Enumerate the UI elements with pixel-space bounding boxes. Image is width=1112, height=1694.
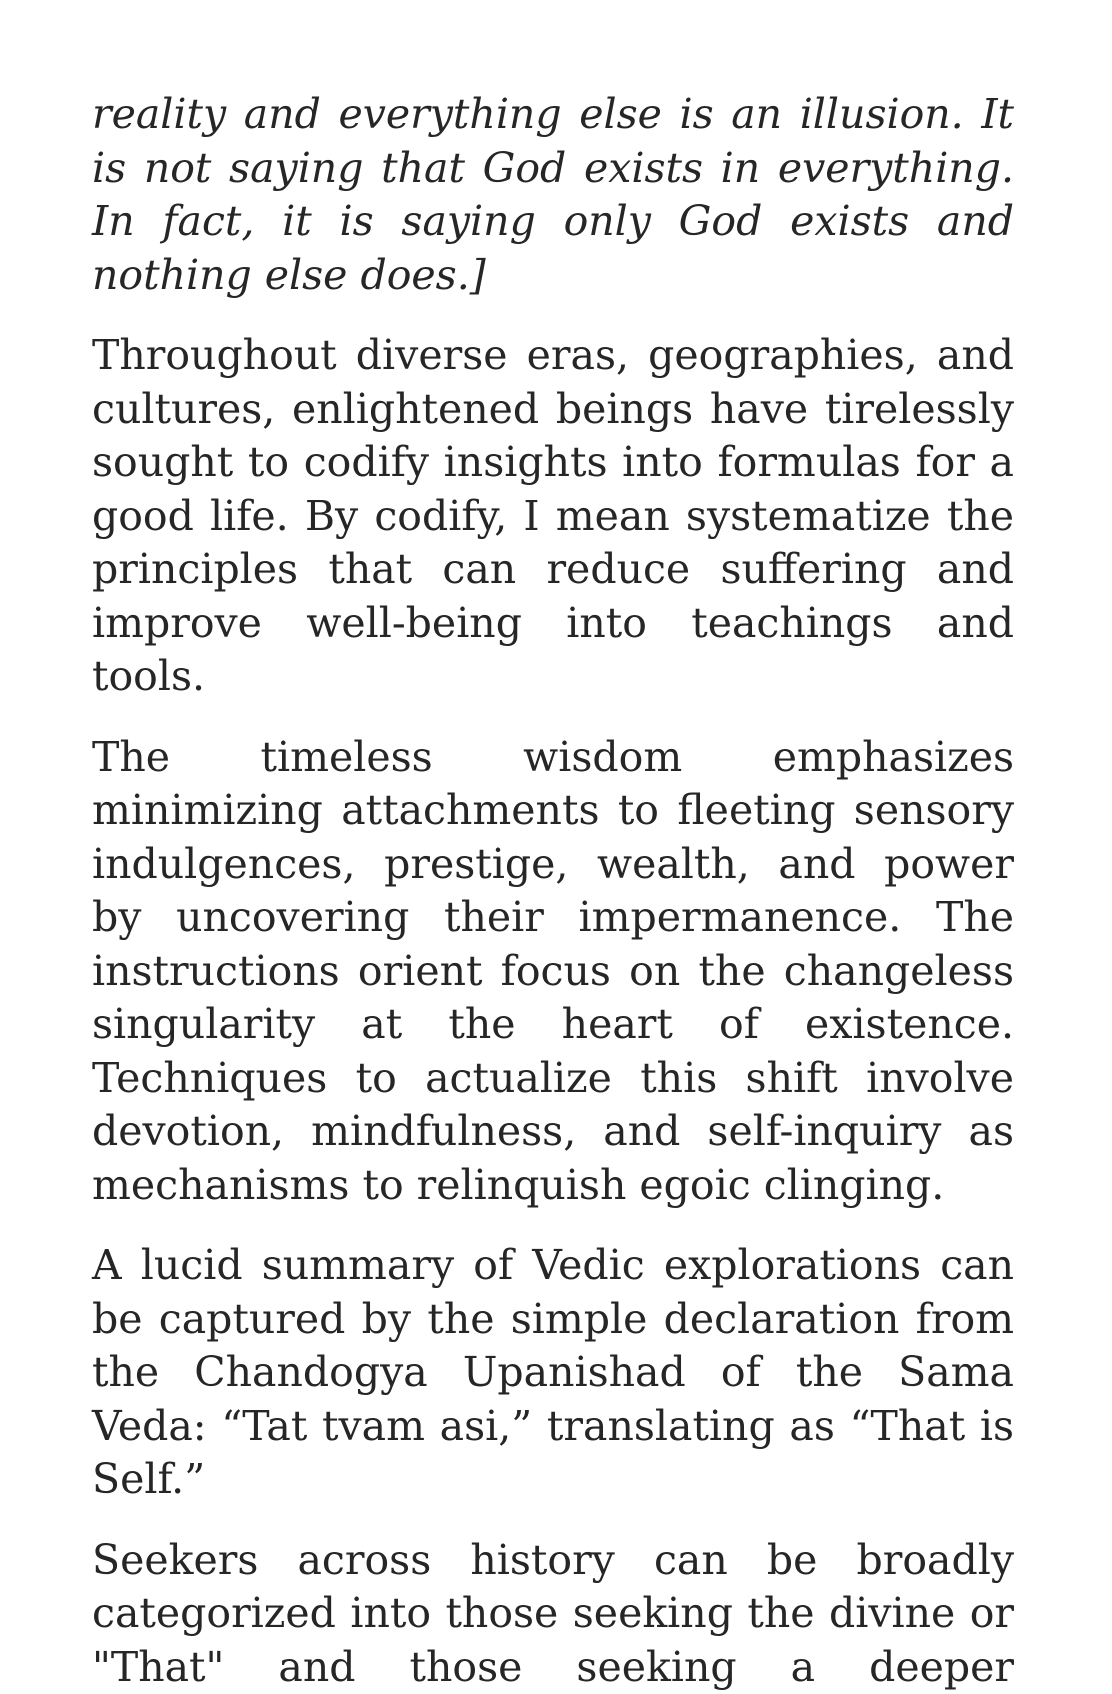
paragraph-timeless-wisdom: The timeless wisdom emphasizes minimizing attachments to fleeting sensory indulgences, prestige, wealth, and power by uncovering their impermanence. The instructions orient focus on the changeless singularity at the heart of existence. Techniques to actualize this shift involve devotion, mindfulness, and self-inquiry as mechanisms to relinquish egoic clinging. [92, 731, 1014, 1213]
paragraph-codify: Throughout diverse eras, geographies, and cultures, enlightened beings have tirelessly sought to codify insights into formulas for a good life. By codify, I mean systematize the principles that can reduce suffering and improve well-being into teachings and tools. [92, 329, 1014, 704]
page-content [92, 88, 1014, 1694]
italic-note-paragraph: reality and everything else is an illusion. It is not saying that God exists in everything. In fact, it is saying only God exists and nothing else does.] [92, 88, 1014, 302]
paragraph-seekers: Seekers across history can be broadly categorized into those seeking the divine or "That" and those seeking a deeper [92, 1534, 1014, 1694]
paragraph-vedic-summary: A lucid summary of Vedic explorations can be captured by the simple declaration from the Chandogya Upanishad of the Sama Veda: “Tat tvam asi,” translating as “That is Self.” [92, 1239, 1014, 1507]
